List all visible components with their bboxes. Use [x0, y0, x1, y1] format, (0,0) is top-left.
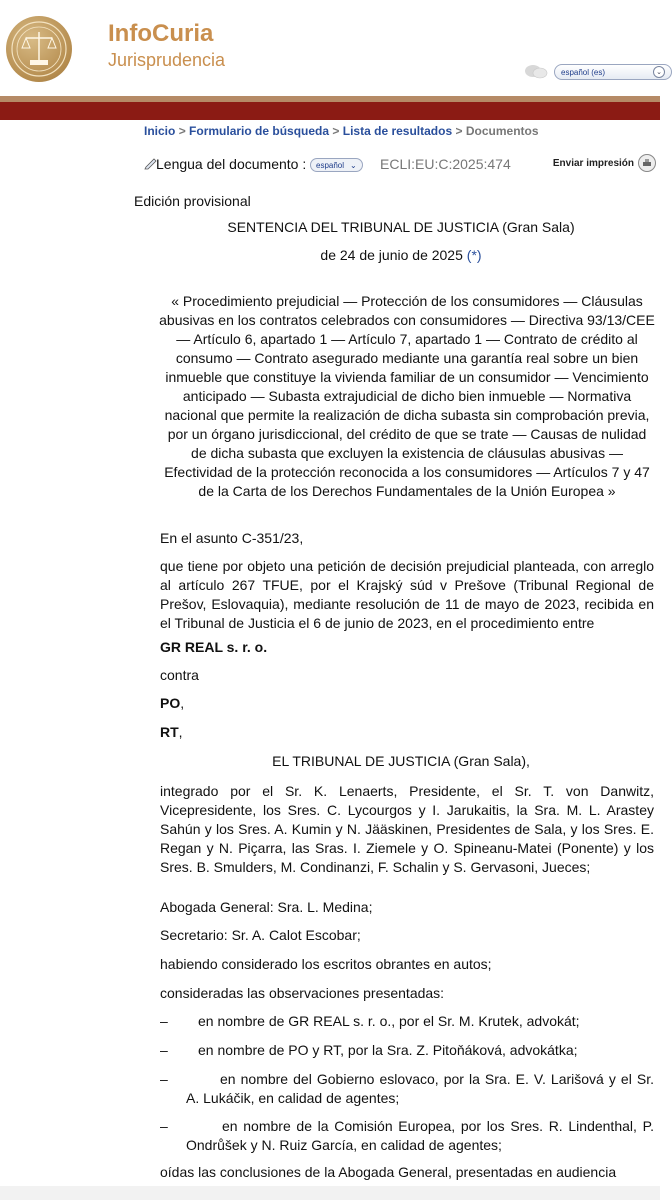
browser-bottom-bar — [0, 1186, 660, 1200]
breadcrumb-separator: > — [178, 124, 186, 138]
header-band — [0, 102, 660, 120]
party-defendant-po — [160, 694, 184, 713]
keywords-block: « Procedimiento prejudicial — Protección de los consumidores — Cláusulas abusivas en los contratos celebrados con consumidores — Directiva 93/13/CEE — Artículo 6, apartado 1 — Artículo 7, apartado 1 — Contrato de crédito al consumo — Contrato asegurado mediante una garantía real sobre un bien inmueble que constituye la vivienda familiar de un consumidor — Vencimiento anticipado — Subasta extrajudicial de dicho bien inmueble — Normativa nacional que permite la realización de dicha subasta sin comprobación previa, por un órgano jurisdiccional, del crédito de que se trate — Causas de nulidad de dicha subasta que excluyen la existencia de cláusulas abusivas — Efectividad de la protección reconocida a los consumidores — Artículos 7 y 47 de la Carta de los Derechos Fundamentales de la Unión Europea » — [159, 293, 655, 499]
party-defendant-rt — [160, 723, 183, 742]
written-procedure: habiendo considerado los escritos obrantes en autos; — [160, 956, 492, 972]
ecli-identifier: ECLI:EU:C:2025:474 — [380, 156, 511, 172]
print-button[interactable] — [553, 154, 656, 172]
judgment-date-text: de 24 de junio de 2025 — [320, 247, 463, 263]
site-language-value: español (es) — [561, 67, 606, 77]
party-applicant: GR REAL s. r. o. — [160, 639, 268, 655]
contra-label: contra — [160, 667, 199, 683]
judgment-date — [144, 246, 658, 265]
breadcrumb — [144, 124, 539, 138]
chevron-down-icon: ⌄ — [350, 160, 357, 170]
list-item: en nombre del Gobierno eslovaco, por la Sra. E. V. Larišová y el Sr. A. Lukáčik, en calidad de agentes; — [186, 1071, 654, 1106]
case-object: que tiene por objeto una petición de decisión prejudicial planteada, con arreglo al artículo 267 TFUE, por el Krajský súd v Prešove (Tribunal Regional de Prešov, Eslovaquia), mediante resolución de 11 de mayo de 2023, recibida en el Tribunal de Justicia el 6 de junio de 2023, en el procedimiento entre — [160, 558, 654, 631]
document-language-select[interactable] — [310, 158, 363, 172]
list-bullet: – — [160, 1013, 168, 1029]
breadcrumb-lista[interactable]: Lista de resultados — [342, 124, 453, 138]
printer-icon — [638, 154, 656, 172]
footnote-link[interactable]: (*) — [466, 247, 482, 263]
site-language-switch — [524, 63, 672, 81]
site-language-select[interactable] — [554, 64, 672, 80]
judgment-title: SENTENCIA DEL TRIBUNAL DE JUSTICIA (Gran Sala) — [227, 219, 575, 235]
document-language-label: Lengua del documento : — [156, 156, 307, 172]
party-rt-name: RT — [160, 724, 179, 740]
speech-bubbles-icon — [524, 63, 548, 81]
curia-logo-icon[interactable] — [6, 16, 72, 82]
list-bullet: – — [160, 1071, 168, 1087]
print-label: Enviar impresión — [552, 157, 634, 169]
brand-subtitle: Jurisprudencia — [108, 50, 226, 70]
edition-label: Edición provisional — [134, 193, 251, 209]
document-language-value: español — [316, 160, 345, 170]
observations-intro: consideradas las observaciones presentadas: — [160, 985, 445, 1001]
document-toolbar — [144, 154, 658, 174]
list-bullet: – — [160, 1042, 168, 1058]
breadcrumb-separator: > — [332, 124, 340, 138]
list-bullet: – — [160, 1118, 168, 1134]
site-header — [0, 0, 660, 96]
party-po-name: PO — [160, 695, 181, 711]
list-item: en nombre de GR REAL s. r. o., por el Sr. M. Krutek, advokát; — [198, 1013, 580, 1029]
party-po-punct: , — [180, 695, 185, 711]
breadcrumb-formulario[interactable]: Formulario de búsqueda — [189, 124, 330, 138]
registrar: Secretario: Sr. A. Calot Escobar; — [160, 927, 361, 943]
list-item: en nombre de PO y RT, por la Sra. Z. Pitoňáková, advokátka; — [198, 1042, 578, 1058]
advocate-general: Abogada General: Sra. L. Medina; — [160, 899, 373, 915]
party-rt-punct: , — [178, 724, 183, 740]
list-item: en nombre de la Comisión Europea, por los Sres. R. Lindenthal, P. Ondrůšek y N. Ruiz García, en calidad de agentes; — [186, 1118, 654, 1153]
breadcrumb-inicio[interactable]: Inicio — [144, 124, 176, 138]
brand-title: InfoCuria — [108, 20, 214, 47]
court-composition: integrado por el Sr. K. Lenaerts, Presidente, el Sr. T. von Danwitz, Vicepresidente, los Sres. C. Lycourgos y I. Jarukaitis, la Sra. M. L. Arastey Sahún y los Sres. A. Kumin y N. Jääskinen, Presidentes de Sala, y los Sres. E. Regan y N. Piçarra, las Sras. I. Ziemele y O. Spineanu-Matei (Ponente) y los Sres. B. Smulders, M. Condinanzi, F. Schalin y S. Gervasoni, Jueces; — [160, 783, 654, 875]
breadcrumb-documentos: Documentos — [465, 124, 539, 138]
court-heading: EL TRIBUNAL DE JUSTICIA (Gran Sala), — [272, 753, 530, 769]
breadcrumb-separator: > — [455, 124, 463, 138]
case-number: En el asunto C-351/23, — [160, 530, 304, 546]
chevron-down-icon: ⌄ — [653, 66, 665, 78]
conclusions-line: oídas las conclusiones de la Abogada General, presentadas en audiencia — [160, 1164, 617, 1180]
